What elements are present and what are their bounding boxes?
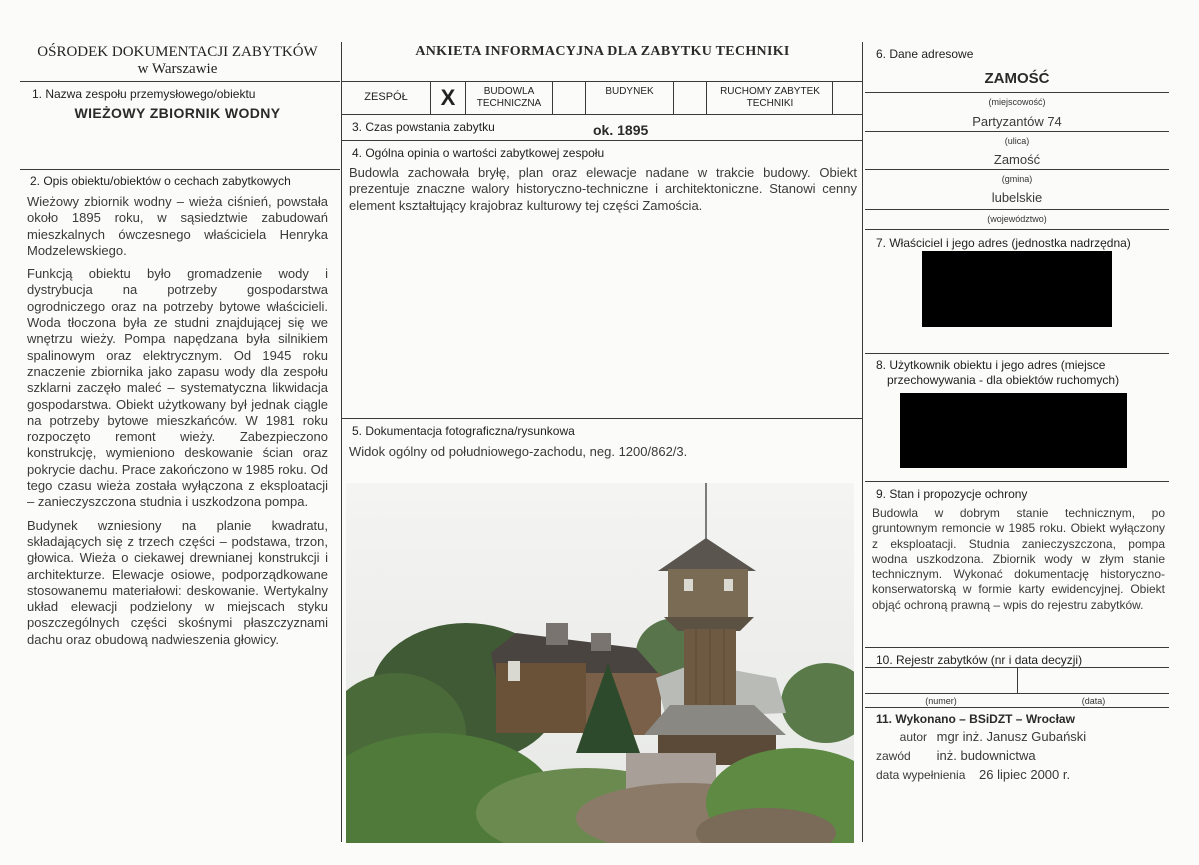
type-zespol-checkbox[interactable]: X (440, 85, 456, 110)
author-value: mgr inż. Janusz Gubański (936, 729, 1087, 744)
owner-redaction (922, 251, 1112, 327)
street-caption: (ulica) (1004, 136, 1030, 146)
section-11-label: 11. Wykonano – BSiDZT – Wrocław (876, 712, 1075, 726)
fill-date-label: data wypełnienia (876, 768, 966, 782)
section-5-label: 5. Dokumentacja fotograficzna/rysunkowa (352, 424, 575, 438)
value-opinion: Budowla zachowała bryłę, plan oraz elewacje nadane w trakcie budowy. Obiekt prezentuje znaczne walory historyczno-techniczne i architektoniczne. Stanowi cenny element kształtujący krajobraz kulturowy tej części Zamościa. (349, 165, 857, 213)
tower-photo (346, 483, 854, 843)
section-3-label: 3. Czas powstania zabytku (352, 120, 495, 134)
form-title: ANKIETA INFORMACYJNA DLA ZABYTKU TECHNIKI (415, 44, 790, 59)
section-10-label: 10. Rejestr zabytków (nr i data decyzji) (876, 653, 1083, 667)
section-1-label: 1. Nazwa zespołu przemysłowego/obiektu (32, 87, 256, 101)
type-ruchomy-checkbox[interactable] (833, 84, 862, 112)
type-budowla-checkbox[interactable] (553, 84, 584, 112)
type-zespol-label: ZESPÓŁ (364, 91, 408, 103)
type-ruchomy-label: RUCHOMY ZABYTEK TECHNIKI (720, 86, 820, 109)
fill-date-value: 26 lipiec 2000 r. (979, 767, 1071, 782)
description-paragraph-1: Wieżowy zbiornik wodny – wieża ciśnień, powstała około 1895 roku, w sąsiedztwie zabudowań mieszkalnych ówczesnego właściciela Henryka Modzelewskiego. (27, 194, 328, 258)
voivodeship: lubelskie (991, 190, 1043, 205)
description-paragraph-3: Budynek wzniesiony na planie kwadratu, składających się z trzech części – podstawa, trzon, głowica. Wieża o ciekawej drewnianej konstrukcji i architekturze. Elewacje osiowe, podporządkowane stosowanemu materiałowi: deskowanie. Wertykalny układ elewacji podzielony w miejscach styku poszczególnych części skośnymi płaszczyznami dachu oraz obudową nadwieszenia głowicy. (27, 517, 328, 647)
section-8-label (876, 358, 1119, 388)
profession-label: zawód (876, 749, 911, 763)
city-caption: (miejscowość) (988, 97, 1046, 107)
section-6-label: 6. Dane adresowe (876, 47, 974, 61)
org-name-line1: OŚRODEK DOKUMENTACJI ZABYTKÓW (37, 44, 318, 60)
type-budynek-checkbox[interactable] (674, 84, 705, 112)
section-2-label: 2. Opis obiektu/obiektów o cechach zabytkowych (30, 174, 291, 188)
section-8-label-line2: przechowywania - dla obiektów ruchomych) (887, 373, 1120, 387)
street: Partyzantów 74 (972, 114, 1062, 129)
register-date-caption: (data) (1081, 696, 1106, 706)
section-4-label: 4. Ogólna opinia o wartości zabytkowej zespołu (352, 146, 605, 160)
type-budowla-label: BUDOWLA TECHNICZNA (476, 86, 542, 109)
construction-date: ok. 1895 (593, 122, 649, 138)
user-redaction (900, 393, 1127, 468)
type-budynek-label: BUDYNEK (605, 86, 654, 97)
author-label: autor (899, 730, 927, 744)
condition-text: Budowla w dobrym stanie technicznym, po gruntownym remoncie w 1985 roku. Obiekt wyłączony z eksploatacji. Studnia zanieczyszczona, pompa wodna uszkodzona. Zbiornik wody w złym stanie technicznym. Wykonać dokumentację historyczno-konserwatorską w formie karty ewidencyjnej. Obiekt objąć ochroną prawną – wpis do rejestru zabytków. (872, 506, 1165, 612)
section-8-label-line1: 8. Użytkownik obiektu i jego adres (miejsce (876, 358, 1106, 372)
author-row (876, 729, 1086, 744)
section-9-label: 9. Stan i propozycje ochrony (876, 487, 1028, 501)
profession-value: inż. budownictwa (936, 748, 1036, 763)
description-paragraph-2: Funkcją obiektu było gromadzenie wody i dystrybucja na potrzeby gospodarstwa ogrodniczego oraz na potrzeby bytowe właścicieli. Woda tłoczona była ze studni znajdującej się we wnętrzu wieży. Pompa napędzana była silnikiem spalinowym oraz elektrycznym. Od 1945 roku znaczenie zbiornika jako zapasu wody dla zespołu szklarni zaczęło maleć – systematyczna likwidacja gospodarstwa. Obiekt użytkowany był jednak ciągle na potrzeby bytowe mieszkańców. W 1981 roku rozpoczęto remont wieży. Zabezpieczono konstrukcję, wymieniono deskowanie ścian oraz pokrycie dachu. Prace zakończono w 1985 roku. Od tego czasu wieża została wyłączona z eksploatacji – zanieczyszczona studnia i uszkodzona pompa. (27, 266, 328, 510)
voivodeship-caption: (województwo) (987, 214, 1047, 224)
photo-caption: Widok ogólny od południowego-zachodu, neg. 1200/862/3. (349, 444, 688, 459)
fill-date-row (876, 767, 1070, 782)
gmina-caption: (gmina) (1001, 174, 1033, 184)
profession-row (876, 748, 1036, 763)
section-7-label: 7. Właściciel i jego adres (jednostka nadrzędna) (876, 236, 1131, 250)
object-name: WIEŻOWY ZBIORNIK WODNY (74, 105, 281, 121)
city: ZAMOŚĆ (984, 70, 1050, 87)
gmina: Zamość (993, 152, 1041, 167)
description (27, 194, 328, 648)
register-number-caption: (numer) (925, 696, 957, 706)
org-name (10, 44, 345, 78)
org-name-line2: w Warszawie (137, 61, 218, 77)
